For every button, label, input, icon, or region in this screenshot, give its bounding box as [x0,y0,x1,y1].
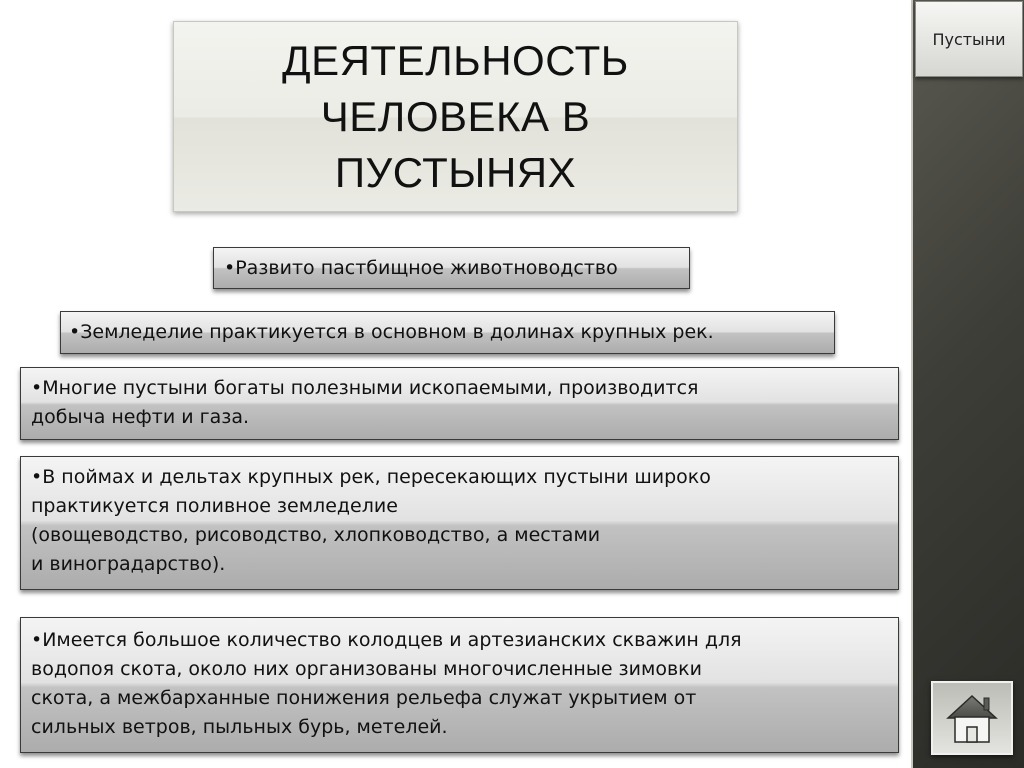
bullet-box-wells: •Имеется большое количество колодцев и артезианских скважин для водопоя скота, около них организованы многочисленные зимовки скота, а межбарханные понижения рельефа служат укрытием от сильных ветров, пыльных бурь, метелей. [20,617,899,753]
bullet-box-pastoralism: •Развито пастбищное животноводство [213,247,690,289]
home-button[interactable] [931,681,1013,755]
bullet-box-minerals: •Многие пустыни богаты полезными ископаемыми, производится добыча нефти и газа. [20,367,899,440]
slide-title-box [173,21,738,212]
deserts-nav-label: Пустыни [932,29,1006,49]
home-icon [944,690,1000,746]
bullet-box-irrigation: •В поймах и дельтах крупных рек, пересекающих пустыни широко практикуется поливное земледелие (овощеводство, рисоводство, хлопководство, а местами и виноградарство). [20,456,899,590]
slide-title: ДЕЯТЕЛЬНОСТЬ ЧЕЛОВЕКА В ПУСТЫНЯХ [282,36,629,196]
deserts-nav-button[interactable] [915,1,1023,77]
bullet-box-river-farming: •Земледелие практикуется в основном в долинах крупных рек. [60,311,835,354]
right-sidebar [911,0,1024,768]
